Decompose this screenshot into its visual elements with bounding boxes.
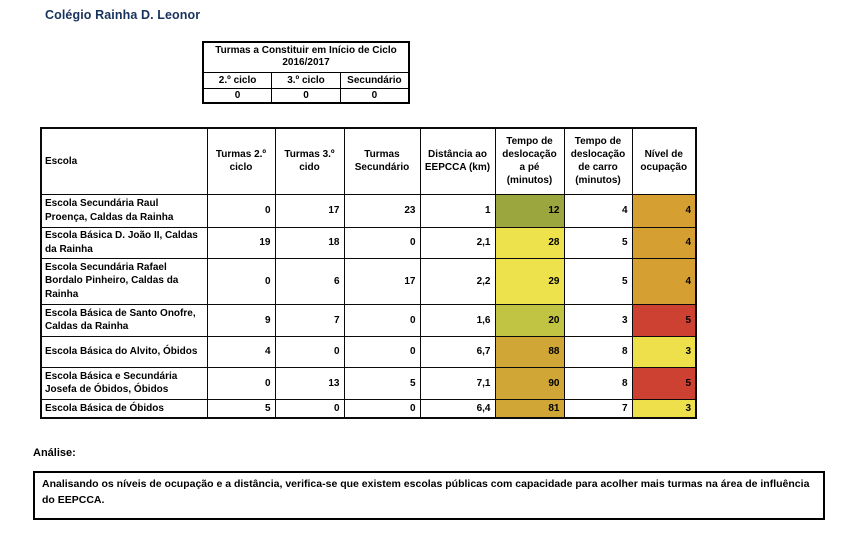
turmas-3-cido-cell: 18 (275, 227, 344, 258)
turmas-3-cido-cell: 6 (275, 258, 344, 304)
turmas-secundario-cell: 23 (344, 194, 420, 227)
table-row (41, 336, 696, 367)
turmas-3-cido-cell: 0 (275, 336, 344, 367)
nivel-ocupacao-cell: 4 (632, 258, 696, 304)
turmas-3-cido-cell: 17 (275, 194, 344, 227)
turmas-secundario-cell: 0 (344, 336, 420, 367)
tempo-carro-cell: 3 (564, 304, 632, 336)
document-title: Colégio Rainha D. Leonor (45, 8, 201, 22)
schools-table-header-row (41, 128, 696, 194)
summary-col-3-ciclo: 3.º ciclo (272, 72, 341, 88)
summary-header-row (203, 72, 409, 88)
tempo-pe-cell: 29 (495, 258, 564, 304)
table-row (41, 304, 696, 336)
turmas-secundario-cell: 0 (344, 304, 420, 336)
tempo-carro-cell: 7 (564, 399, 632, 418)
distancia-eepcca-cell: 1,6 (420, 304, 495, 336)
nivel-ocupacao-cell: 4 (632, 194, 696, 227)
summary-value-2-ciclo: 0 (203, 88, 272, 103)
analysis-label: Análise: (33, 447, 76, 459)
distancia-eepcca-cell: 1 (420, 194, 495, 227)
tempo-carro-cell: 8 (564, 367, 632, 399)
nivel-ocupacao-cell: 3 (632, 336, 696, 367)
tempo-pe-cell: 90 (495, 367, 564, 399)
summary-col-secundario: Secundário (340, 72, 409, 88)
school-name-cell: Escola Básica de Santo Onofre, Caldas da Rainha (41, 304, 207, 336)
col-header-turmas-3-cido: Turmas 3.º cido (275, 128, 344, 194)
turmas-2-ciclo-cell: 4 (207, 336, 275, 367)
turmas-3-cido-cell: 0 (275, 399, 344, 418)
summary-value-secundario: 0 (340, 88, 409, 103)
col-header-turmas-2-ciclo: Turmas 2.º ciclo (207, 128, 275, 194)
summary-table-title: Turmas a Constituir em Início de Ciclo 2016/2017 (203, 42, 409, 72)
distancia-eepcca-cell: 6,4 (420, 399, 495, 418)
schools-table-body (41, 194, 696, 418)
tempo-pe-cell: 28 (495, 227, 564, 258)
summary-title-row (203, 42, 409, 72)
turmas-2-ciclo-cell: 19 (207, 227, 275, 258)
summary-value-3-ciclo: 0 (272, 88, 341, 103)
turmas-3-cido-cell: 7 (275, 304, 344, 336)
table-row (41, 399, 696, 418)
turmas-2-ciclo-cell: 0 (207, 258, 275, 304)
distancia-eepcca-cell: 6,7 (420, 336, 495, 367)
distancia-eepcca-cell: 2,1 (420, 227, 495, 258)
school-name-cell: Escola Básica D. João II, Caldas da Rainha (41, 227, 207, 258)
col-header-distancia-eepcca: Distância ao EEPCCA (km) (420, 128, 495, 194)
school-name-cell: Escola Básica e Secundária Josefa de Óbidos, Óbidos (41, 367, 207, 399)
school-name-cell: Escola Básica de Óbidos (41, 399, 207, 418)
tempo-carro-cell: 5 (564, 227, 632, 258)
turmas-2-ciclo-cell: 0 (207, 367, 275, 399)
turmas-2-ciclo-cell: 9 (207, 304, 275, 336)
tempo-carro-cell: 8 (564, 336, 632, 367)
analysis-text: Analisando os níveis de ocupação e a distância, verifica-se que existem escolas públicas com capacidade para acolher mais turmas na área de influência do EEPCCA. (42, 478, 810, 507)
col-header-escola: Escola (41, 128, 207, 194)
summary-values-row (203, 88, 409, 103)
tempo-pe-cell: 12 (495, 194, 564, 227)
nivel-ocupacao-cell: 3 (632, 399, 696, 418)
nivel-ocupacao-cell: 5 (632, 304, 696, 336)
summary-table (202, 41, 410, 104)
turmas-2-ciclo-cell: 0 (207, 194, 275, 227)
analysis-box (33, 471, 825, 520)
turmas-secundario-cell: 0 (344, 227, 420, 258)
nivel-ocupacao-cell: 5 (632, 367, 696, 399)
tempo-pe-cell: 81 (495, 399, 564, 418)
tempo-carro-cell: 4 (564, 194, 632, 227)
distancia-eepcca-cell: 2,2 (420, 258, 495, 304)
tempo-carro-cell: 5 (564, 258, 632, 304)
col-header-tempo-carro: Tempo de deslocação de carro (minutos) (564, 128, 632, 194)
col-header-nivel-ocupacao: Nível de ocupação (632, 128, 696, 194)
nivel-ocupacao-cell: 4 (632, 227, 696, 258)
col-header-turmas-secundario: Turmas Secundário (344, 128, 420, 194)
tempo-pe-cell: 20 (495, 304, 564, 336)
col-header-tempo-pe: Tempo de deslocação a pé (minutos) (495, 128, 564, 194)
turmas-secundario-cell: 5 (344, 367, 420, 399)
schools-table (40, 127, 697, 419)
turmas-3-cido-cell: 13 (275, 367, 344, 399)
tempo-pe-cell: 88 (495, 336, 564, 367)
turmas-secundario-cell: 0 (344, 399, 420, 418)
distancia-eepcca-cell: 7,1 (420, 367, 495, 399)
school-name-cell: Escola Básica do Alvito, Óbidos (41, 336, 207, 367)
summary-col-2-ciclo: 2.º ciclo (203, 72, 272, 88)
table-row (41, 194, 696, 227)
table-row (41, 367, 696, 399)
turmas-2-ciclo-cell: 5 (207, 399, 275, 418)
school-name-cell: Escola Secundária Raul Proença, Caldas da Rainha (41, 194, 207, 227)
table-row (41, 227, 696, 258)
school-name-cell: Escola Secundária Rafael Bordalo Pinheiro, Caldas da Rainha (41, 258, 207, 304)
turmas-secundario-cell: 17 (344, 258, 420, 304)
table-row (41, 258, 696, 304)
